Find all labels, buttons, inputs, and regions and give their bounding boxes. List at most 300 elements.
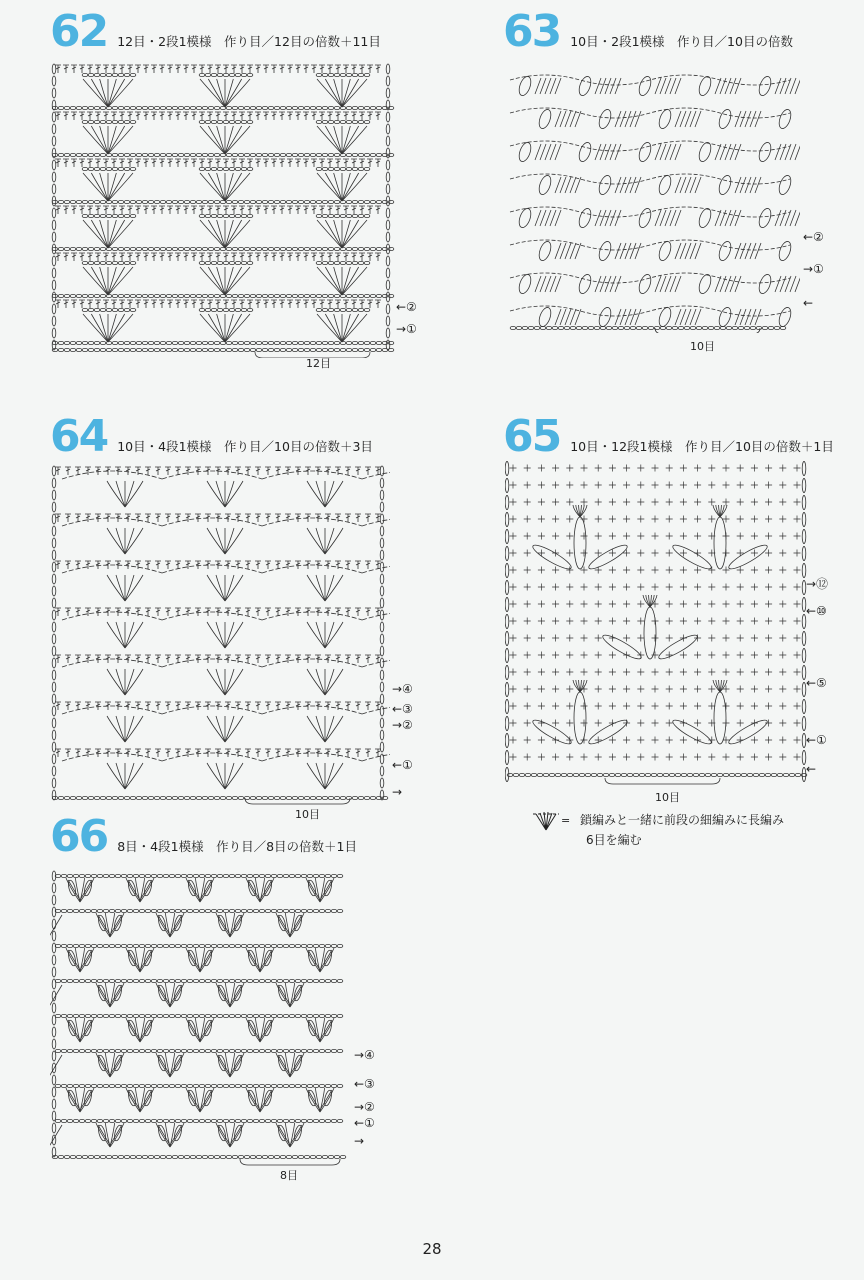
petal-motif xyxy=(277,1054,287,1071)
petal-motif xyxy=(97,914,107,931)
chain-arc xyxy=(162,753,262,761)
chain-arc xyxy=(162,706,262,714)
single-crochet-grid xyxy=(510,465,801,761)
chain-arc xyxy=(262,612,362,620)
pattern-65-row-marker: →⑫ xyxy=(806,577,829,591)
v-stitch xyxy=(248,950,272,970)
fan-motif xyxy=(66,1088,94,1112)
petal-motif xyxy=(717,240,733,262)
pattern-64-row-marker: → xyxy=(392,785,403,799)
v-stitch xyxy=(68,1020,92,1040)
chain-row xyxy=(55,944,343,947)
pattern-66-chart xyxy=(50,865,350,1170)
pattern-64-row-marker: ←① xyxy=(392,758,413,772)
petal-motif xyxy=(637,207,653,229)
petal-motif xyxy=(777,174,793,196)
fan-motif xyxy=(713,505,727,517)
petal-motif xyxy=(757,75,773,97)
fan-motif xyxy=(66,948,94,972)
fan-motif xyxy=(246,1088,274,1112)
pattern-64-row-marker: ←③ xyxy=(392,702,413,716)
petal-motif xyxy=(127,1089,137,1106)
fan-motif xyxy=(186,1018,214,1042)
petal-motif xyxy=(217,1054,227,1071)
legend-text-line2: 6目を編む xyxy=(586,833,642,847)
v-stitch xyxy=(98,985,122,1005)
petal-motif xyxy=(577,207,593,229)
fan-motif xyxy=(200,314,250,342)
v-stitch xyxy=(128,950,152,970)
pattern-62-repeat-label: 12目 xyxy=(306,357,331,370)
petal-motif xyxy=(67,1089,77,1106)
fan-motif xyxy=(83,173,133,201)
chain-arc xyxy=(62,753,162,761)
petal-motif xyxy=(307,1019,317,1036)
petal-motif xyxy=(263,879,273,896)
fan-motif xyxy=(246,878,274,902)
v-stitch xyxy=(98,1055,122,1075)
chain-row xyxy=(199,167,253,170)
chain-row xyxy=(82,73,136,76)
petal-motif xyxy=(263,1019,273,1036)
fan-motif xyxy=(107,622,143,648)
chain-row xyxy=(55,874,343,877)
fan-motif xyxy=(66,878,94,902)
petal-motif xyxy=(577,75,593,97)
pattern-62-header xyxy=(50,6,381,57)
petal-motif xyxy=(203,879,213,896)
petal-motif xyxy=(293,1124,303,1141)
v-stitch xyxy=(188,880,212,900)
fan-motif xyxy=(107,716,143,742)
pattern-63-row-marker: →① xyxy=(803,262,824,276)
fan-motif xyxy=(276,1053,304,1077)
fan-motif xyxy=(200,267,250,295)
turning-chain xyxy=(505,461,509,781)
pattern-65-legend xyxy=(530,810,784,850)
pattern-62-number: 62 xyxy=(50,6,108,57)
petal-motif xyxy=(597,108,613,130)
pattern-62-row-marker: →① xyxy=(396,322,417,336)
fan-motif xyxy=(126,878,154,902)
petal-motif xyxy=(233,1124,243,1141)
v-stitch xyxy=(98,1125,122,1145)
fan-motif xyxy=(317,126,367,154)
pattern-63-number: 63 xyxy=(503,6,561,57)
pattern-64-row-marker: →④ xyxy=(392,682,413,696)
v-stitch xyxy=(278,1055,302,1075)
pattern-66-row-marker: ←③ xyxy=(354,1077,375,1091)
v-stitch xyxy=(278,915,302,935)
fan-motif xyxy=(83,267,133,295)
fan-motif xyxy=(317,314,367,342)
fan-motif xyxy=(307,763,343,789)
petal-motif xyxy=(187,1089,197,1106)
fan-motif xyxy=(96,1123,124,1147)
fan-motif xyxy=(156,913,184,937)
v-stitch xyxy=(68,1090,92,1110)
wave-chain xyxy=(510,207,790,217)
pattern-65-number: 65 xyxy=(503,411,561,462)
petal-motif xyxy=(537,108,553,130)
v-stitch xyxy=(158,1125,182,1145)
petal-motif xyxy=(597,174,613,196)
chain-row xyxy=(55,1084,343,1087)
stitch-row xyxy=(55,300,381,308)
page-number: 28 xyxy=(422,1240,442,1258)
chain-row xyxy=(55,1119,343,1122)
petal-motif xyxy=(586,717,629,748)
petal-motif xyxy=(530,717,573,748)
fan-motif xyxy=(186,878,214,902)
petal-motif xyxy=(247,949,257,966)
chain-row xyxy=(199,308,253,311)
petal-motif xyxy=(143,949,153,966)
fan-motif xyxy=(207,528,243,554)
chain-arc xyxy=(162,518,262,526)
petal-motif xyxy=(157,984,167,1001)
fan-motif xyxy=(216,983,244,1007)
pattern-66-row-marker: → xyxy=(354,1134,365,1148)
chain-arc xyxy=(62,471,162,479)
fan-motif xyxy=(107,669,143,695)
pattern-65-repeat-label: 10目 xyxy=(655,791,680,804)
chain-arc xyxy=(262,706,362,714)
fan-motif xyxy=(107,763,143,789)
petal-motif xyxy=(203,949,213,966)
chain-row xyxy=(82,308,136,311)
petal-motif xyxy=(586,542,629,573)
fan-motif xyxy=(207,716,243,742)
fan-motif xyxy=(713,680,727,692)
petal-motif xyxy=(697,141,713,163)
wave-chain xyxy=(510,108,790,118)
pattern-64-spec: 10目・4段1模様 作り目／10目の倍数＋3目 xyxy=(117,439,373,454)
cluster-symbol-icon xyxy=(530,810,570,832)
petal-motif xyxy=(263,1089,273,1106)
fan-motif xyxy=(317,79,367,107)
petal-motif xyxy=(113,1124,123,1141)
pattern-65-chart xyxy=(505,460,810,785)
chain-row xyxy=(82,167,136,170)
petal-motif xyxy=(307,1089,317,1106)
petal-motif xyxy=(574,517,586,569)
fan-motif xyxy=(186,948,214,972)
petal-motif xyxy=(83,879,93,896)
pattern-63-chart xyxy=(505,58,800,333)
petal-motif xyxy=(323,1019,333,1036)
v-stitch xyxy=(128,880,152,900)
v-stitch xyxy=(128,1020,152,1040)
stitch-row xyxy=(55,253,381,261)
stitch-row xyxy=(55,206,381,214)
pattern-63-header xyxy=(503,6,793,57)
chain-arc xyxy=(362,612,390,620)
fan-motif xyxy=(156,1123,184,1147)
fan-motif xyxy=(317,173,367,201)
petal-motif xyxy=(97,1054,107,1071)
v-stitch xyxy=(308,950,332,970)
petal-motif xyxy=(293,984,303,1001)
petal-motif xyxy=(637,273,653,295)
chain-row xyxy=(55,909,343,912)
pattern-64-row-marker: →② xyxy=(392,718,413,732)
v-stitch xyxy=(218,1125,242,1145)
chain-row xyxy=(52,348,394,351)
pattern-66-row-marker: →② xyxy=(354,1100,375,1114)
chain-arc xyxy=(262,659,362,667)
v-stitch xyxy=(98,915,122,935)
chain-row xyxy=(316,261,370,264)
petal-motif xyxy=(247,879,257,896)
chain-arc xyxy=(62,565,162,573)
petal-motif xyxy=(597,240,613,262)
stitch-row xyxy=(535,78,800,94)
fan-motif xyxy=(126,948,154,972)
fan-motif xyxy=(306,1088,334,1112)
petal-motif xyxy=(757,207,773,229)
pattern-64-header xyxy=(50,411,373,462)
fan-motif xyxy=(307,575,343,601)
petal-motif xyxy=(637,75,653,97)
petal-motif xyxy=(67,1019,77,1036)
pattern-63-spec: 10目・2段1模様 作り目／10目の倍数 xyxy=(570,34,793,49)
fan-motif xyxy=(207,669,243,695)
petal-motif xyxy=(67,879,77,896)
fan-motif xyxy=(156,1053,184,1077)
chain-arc xyxy=(262,753,362,761)
petal-motif xyxy=(597,306,613,328)
petal-motif xyxy=(323,879,333,896)
petal-motif xyxy=(293,1054,303,1071)
petal-motif xyxy=(83,1019,93,1036)
pattern-64-number: 64 xyxy=(50,411,108,462)
pattern-64-repeat-label: 10目 xyxy=(295,808,320,821)
chain-row xyxy=(52,1155,346,1158)
v-stitch xyxy=(308,880,332,900)
v-stitch xyxy=(68,880,92,900)
petal-motif xyxy=(644,607,656,659)
v-stitch xyxy=(188,1020,212,1040)
turning-chain xyxy=(52,871,56,1157)
petal-motif xyxy=(217,984,227,1001)
wave-chain xyxy=(510,273,790,283)
fan-motif xyxy=(216,913,244,937)
chain-arc xyxy=(362,659,390,667)
fan-motif xyxy=(83,79,133,107)
petal-motif xyxy=(217,1124,227,1141)
petal-motif xyxy=(247,1019,257,1036)
fan-motif xyxy=(186,1088,214,1112)
chain-row xyxy=(82,261,136,264)
petal-motif xyxy=(537,306,553,328)
pattern-66-spec: 8目・4段1模様 作り目／8目の倍数＋1目 xyxy=(117,839,357,854)
fan-motif xyxy=(276,913,304,937)
v-stitch xyxy=(158,1055,182,1075)
stitch-row xyxy=(55,65,381,73)
fan-motif xyxy=(126,1088,154,1112)
v-stitch xyxy=(158,985,182,1005)
fan-motif xyxy=(83,314,133,342)
pattern-66-number: 66 xyxy=(50,811,108,862)
v-stitch xyxy=(158,915,182,935)
wave-chain xyxy=(510,240,790,250)
pattern-63-row-marker: ←② xyxy=(803,230,824,244)
chain-row xyxy=(316,308,370,311)
petal-motif xyxy=(83,1089,93,1106)
petal-motif xyxy=(127,1019,137,1036)
fan-motif xyxy=(83,220,133,248)
v-stitch xyxy=(218,985,242,1005)
turning-chain xyxy=(52,466,56,800)
petal-motif xyxy=(203,1019,213,1036)
petal-motif xyxy=(233,984,243,1001)
chain-arc xyxy=(362,471,390,479)
pattern-62-spec: 12目・2段1模様 作り目／12目の倍数＋11目 xyxy=(117,34,381,49)
v-stitch xyxy=(188,950,212,970)
fan-motif xyxy=(317,267,367,295)
petal-motif xyxy=(670,542,713,573)
fan-motif xyxy=(216,1123,244,1147)
legend-text-line1: 鎖編みと一緒に前段の細編みに長編み xyxy=(580,813,785,827)
petal-motif xyxy=(127,879,137,896)
petal-motif xyxy=(67,949,77,966)
chain-row xyxy=(199,73,253,76)
chain-row xyxy=(82,214,136,217)
wave-chain xyxy=(510,306,790,316)
stitch-row xyxy=(535,210,800,226)
petal-motif xyxy=(577,141,593,163)
wave-chain xyxy=(510,75,790,85)
petal-motif xyxy=(600,632,643,663)
v-stitch xyxy=(248,1090,272,1110)
petal-motif xyxy=(127,949,137,966)
petal-motif xyxy=(83,949,93,966)
pattern-66-repeat-label: 8目 xyxy=(280,1169,298,1182)
petal-motif xyxy=(173,984,183,1001)
fan-motif xyxy=(107,575,143,601)
petal-motif xyxy=(277,984,287,1001)
petal-motif xyxy=(726,542,769,573)
chain-row xyxy=(55,1049,343,1052)
chain-arc xyxy=(62,518,162,526)
chain-row xyxy=(199,261,253,264)
fan-motif xyxy=(246,1018,274,1042)
fan-motif xyxy=(246,948,274,972)
fan-motif xyxy=(307,669,343,695)
fan-motif xyxy=(207,622,243,648)
petal-motif xyxy=(113,1054,123,1071)
v-stitch xyxy=(278,1125,302,1145)
fan-motif xyxy=(207,481,243,507)
petal-motif xyxy=(517,207,533,229)
fan-motif xyxy=(317,220,367,248)
pattern-64-chart xyxy=(50,460,390,805)
svg-text:=: = xyxy=(561,814,570,827)
v-stitch xyxy=(308,1090,332,1110)
petal-motif xyxy=(657,174,673,196)
chain-row xyxy=(510,326,786,329)
pattern-63-row-marker: ← xyxy=(803,296,814,310)
v-stitch xyxy=(218,1055,242,1075)
petal-motif xyxy=(323,949,333,966)
chain-arc xyxy=(62,612,162,620)
stitch-row xyxy=(535,144,800,160)
petal-motif xyxy=(263,949,273,966)
petal-motif xyxy=(714,692,726,744)
petal-motif xyxy=(656,632,699,663)
petal-motif xyxy=(217,914,227,931)
petal-motif xyxy=(517,141,533,163)
petal-motif xyxy=(574,692,586,744)
petal-motif xyxy=(717,174,733,196)
fan-motif xyxy=(307,716,343,742)
chain-row xyxy=(55,1014,343,1017)
stitch-row xyxy=(55,112,381,120)
chain-row xyxy=(316,167,370,170)
repeat-bracket xyxy=(605,778,720,784)
repeat-bracket xyxy=(240,1159,340,1165)
pattern-63-repeat-label: 10目 xyxy=(690,340,715,353)
v-stitch xyxy=(308,1020,332,1040)
petal-motif xyxy=(143,879,153,896)
petal-motif xyxy=(717,108,733,130)
chain-arc xyxy=(162,471,262,479)
chain-arc xyxy=(362,753,390,761)
fan-motif xyxy=(307,481,343,507)
petal-motif xyxy=(777,108,793,130)
petal-motif xyxy=(187,949,197,966)
fan-motif xyxy=(200,126,250,154)
fan-motif xyxy=(207,763,243,789)
chain-row xyxy=(507,773,807,776)
pattern-65-row-marker: ←⑤ xyxy=(806,676,827,690)
fan-motif xyxy=(96,913,124,937)
chain-row xyxy=(316,73,370,76)
chain-row xyxy=(316,120,370,123)
petal-motif xyxy=(247,1089,257,1106)
petal-motif xyxy=(187,879,197,896)
fan-motif xyxy=(96,983,124,1007)
fan-motif xyxy=(66,1018,94,1042)
v-stitch xyxy=(68,950,92,970)
chain-arc xyxy=(262,565,362,573)
fan-motif xyxy=(216,1053,244,1077)
pattern-62-row-marker: ←② xyxy=(396,300,417,314)
petal-motif xyxy=(530,542,573,573)
stitch-row xyxy=(535,276,800,292)
fan-motif xyxy=(200,79,250,107)
petal-motif xyxy=(697,75,713,97)
chain-row xyxy=(316,214,370,217)
stitch-row xyxy=(55,159,381,167)
v-stitch xyxy=(218,915,242,935)
chain-arc xyxy=(62,706,162,714)
fan-motif xyxy=(573,680,587,692)
petal-motif xyxy=(173,914,183,931)
fan-motif xyxy=(200,173,250,201)
petal-motif xyxy=(777,240,793,262)
fan-motif xyxy=(200,220,250,248)
petal-motif xyxy=(277,1124,287,1141)
fan-motif xyxy=(306,1018,334,1042)
petal-motif xyxy=(277,914,287,931)
petal-motif xyxy=(173,1124,183,1141)
chain-arc xyxy=(162,659,262,667)
petal-motif xyxy=(203,1089,213,1106)
petal-motif xyxy=(173,1054,183,1071)
pattern-66-row-marker: →④ xyxy=(354,1048,375,1062)
